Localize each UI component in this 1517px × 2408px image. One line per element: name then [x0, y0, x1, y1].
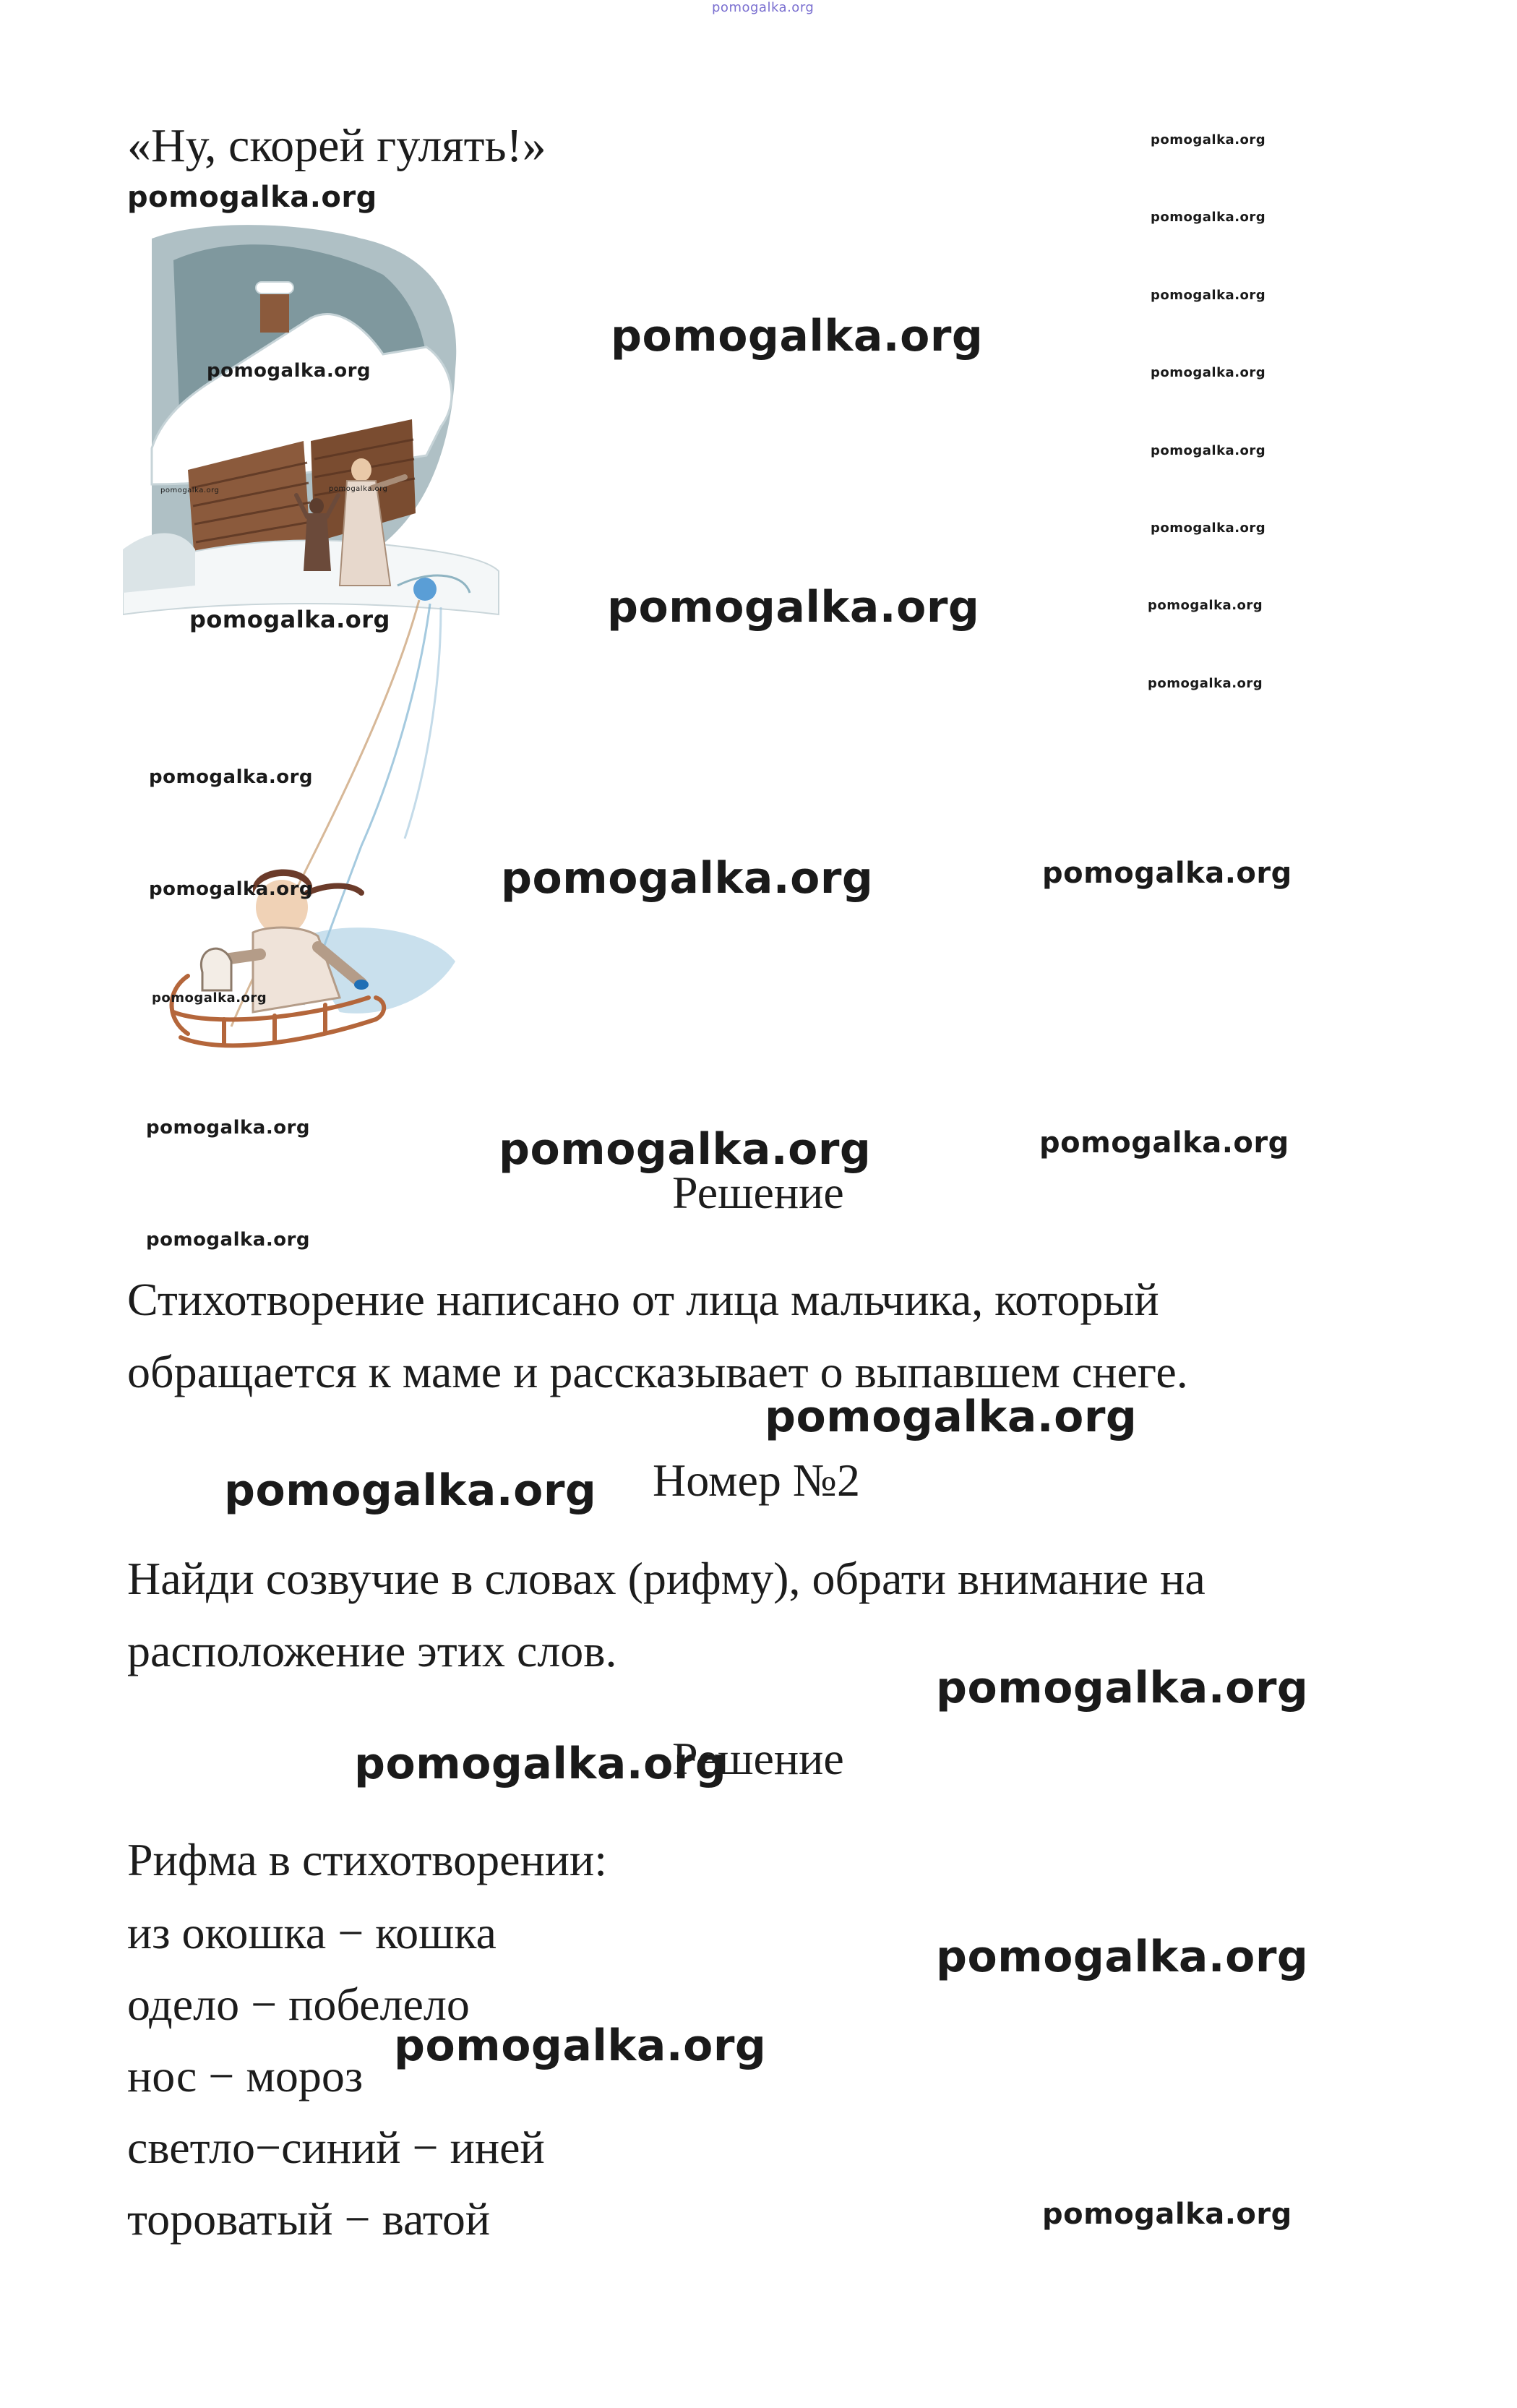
- quote-title: «Ну, скорей гулять!»: [127, 119, 546, 172]
- watermark: pomogalka.org: [607, 582, 980, 633]
- watermark: pomogalka.org: [611, 311, 984, 361]
- task-number-heading: Номер №2: [653, 1454, 860, 1506]
- rhyme-pair: из окошка − кошка: [127, 1907, 497, 1958]
- watermark: pomogalka.org: [149, 878, 314, 900]
- watermark: pomogalka.org: [1151, 288, 1266, 303]
- chimney: [260, 289, 289, 333]
- watermark: pomogalka.org: [394, 2021, 767, 2071]
- watermark: pomogalka.org: [224, 1465, 597, 1516]
- watermark: pomogalka.org: [1039, 1126, 1289, 1160]
- rhyme-pair: одело − побелело: [127, 1979, 470, 2030]
- rhyme-pair: тороватый − ватой: [127, 2193, 491, 2245]
- watermark: pomogalka.org: [1151, 132, 1266, 147]
- watermark: pomogalka.org: [501, 853, 874, 904]
- watermark: pomogalka.org: [936, 1663, 1309, 1713]
- watermark: pomogalka.org: [765, 1392, 1138, 1442]
- watermark: pomogalka.org: [127, 181, 377, 214]
- winter-illustration: [123, 210, 658, 1099]
- watermark: pomogalka.org: [354, 1739, 727, 1789]
- boot: [201, 948, 231, 990]
- solution-heading: Решение: [672, 1167, 844, 1218]
- watermark: pomogalka.org: [146, 1117, 311, 1139]
- watermark: pomogalka.org: [1042, 857, 1292, 890]
- rhyme-intro: Рифма в стихотворении:: [127, 1834, 608, 1885]
- watermark: pomogalka.org: [1151, 365, 1266, 380]
- watermark: pomogalka.org: [146, 1229, 311, 1251]
- watermark: pomogalka.org: [207, 360, 371, 382]
- watermark: pomogalka.org: [189, 606, 390, 633]
- top-site-label[interactable]: pomogalka.org: [712, 0, 815, 15]
- watermark: pomogalka.org: [149, 766, 314, 788]
- rhyme-pair: светло−синий − иней: [127, 2122, 545, 2173]
- task-text-line-1: Найди созвучие в словах (рифму), обрати внимание на: [127, 1553, 1206, 1604]
- solution-paragraph-line-1: Стихотворение написано от лица мальчика, который: [127, 1274, 1159, 1325]
- watermark: pomogalka.org: [1151, 210, 1266, 225]
- watermark: pomogalka.org: [1151, 520, 1266, 536]
- snow-bank: [123, 534, 195, 594]
- watermark: pomogalka.org: [1148, 598, 1263, 613]
- watermark: pomogalka.org: [499, 1124, 872, 1175]
- blue-ball: [413, 578, 437, 601]
- watermark: pomogalka.org: [160, 487, 220, 494]
- watermark: pomogalka.org: [1042, 2198, 1292, 2231]
- solution-heading-2: Решение: [672, 1733, 844, 1784]
- task-text-line-2: расположение этих слов.: [127, 1625, 617, 1676]
- watermark: pomogalka.org: [1151, 443, 1266, 458]
- watermark: pomogalka.org: [329, 485, 388, 493]
- rhyme-pair: нос − мороз: [127, 2050, 364, 2101]
- watermark: pomogalka.org: [152, 990, 267, 1006]
- solution-paragraph-line-2: обращается к маме и рассказывает о выпавшем снеге.: [127, 1346, 1188, 1397]
- watermark: pomogalka.org: [1148, 676, 1263, 691]
- watermark: pomogalka.org: [936, 1932, 1309, 1982]
- chimney-snow: [256, 282, 293, 293]
